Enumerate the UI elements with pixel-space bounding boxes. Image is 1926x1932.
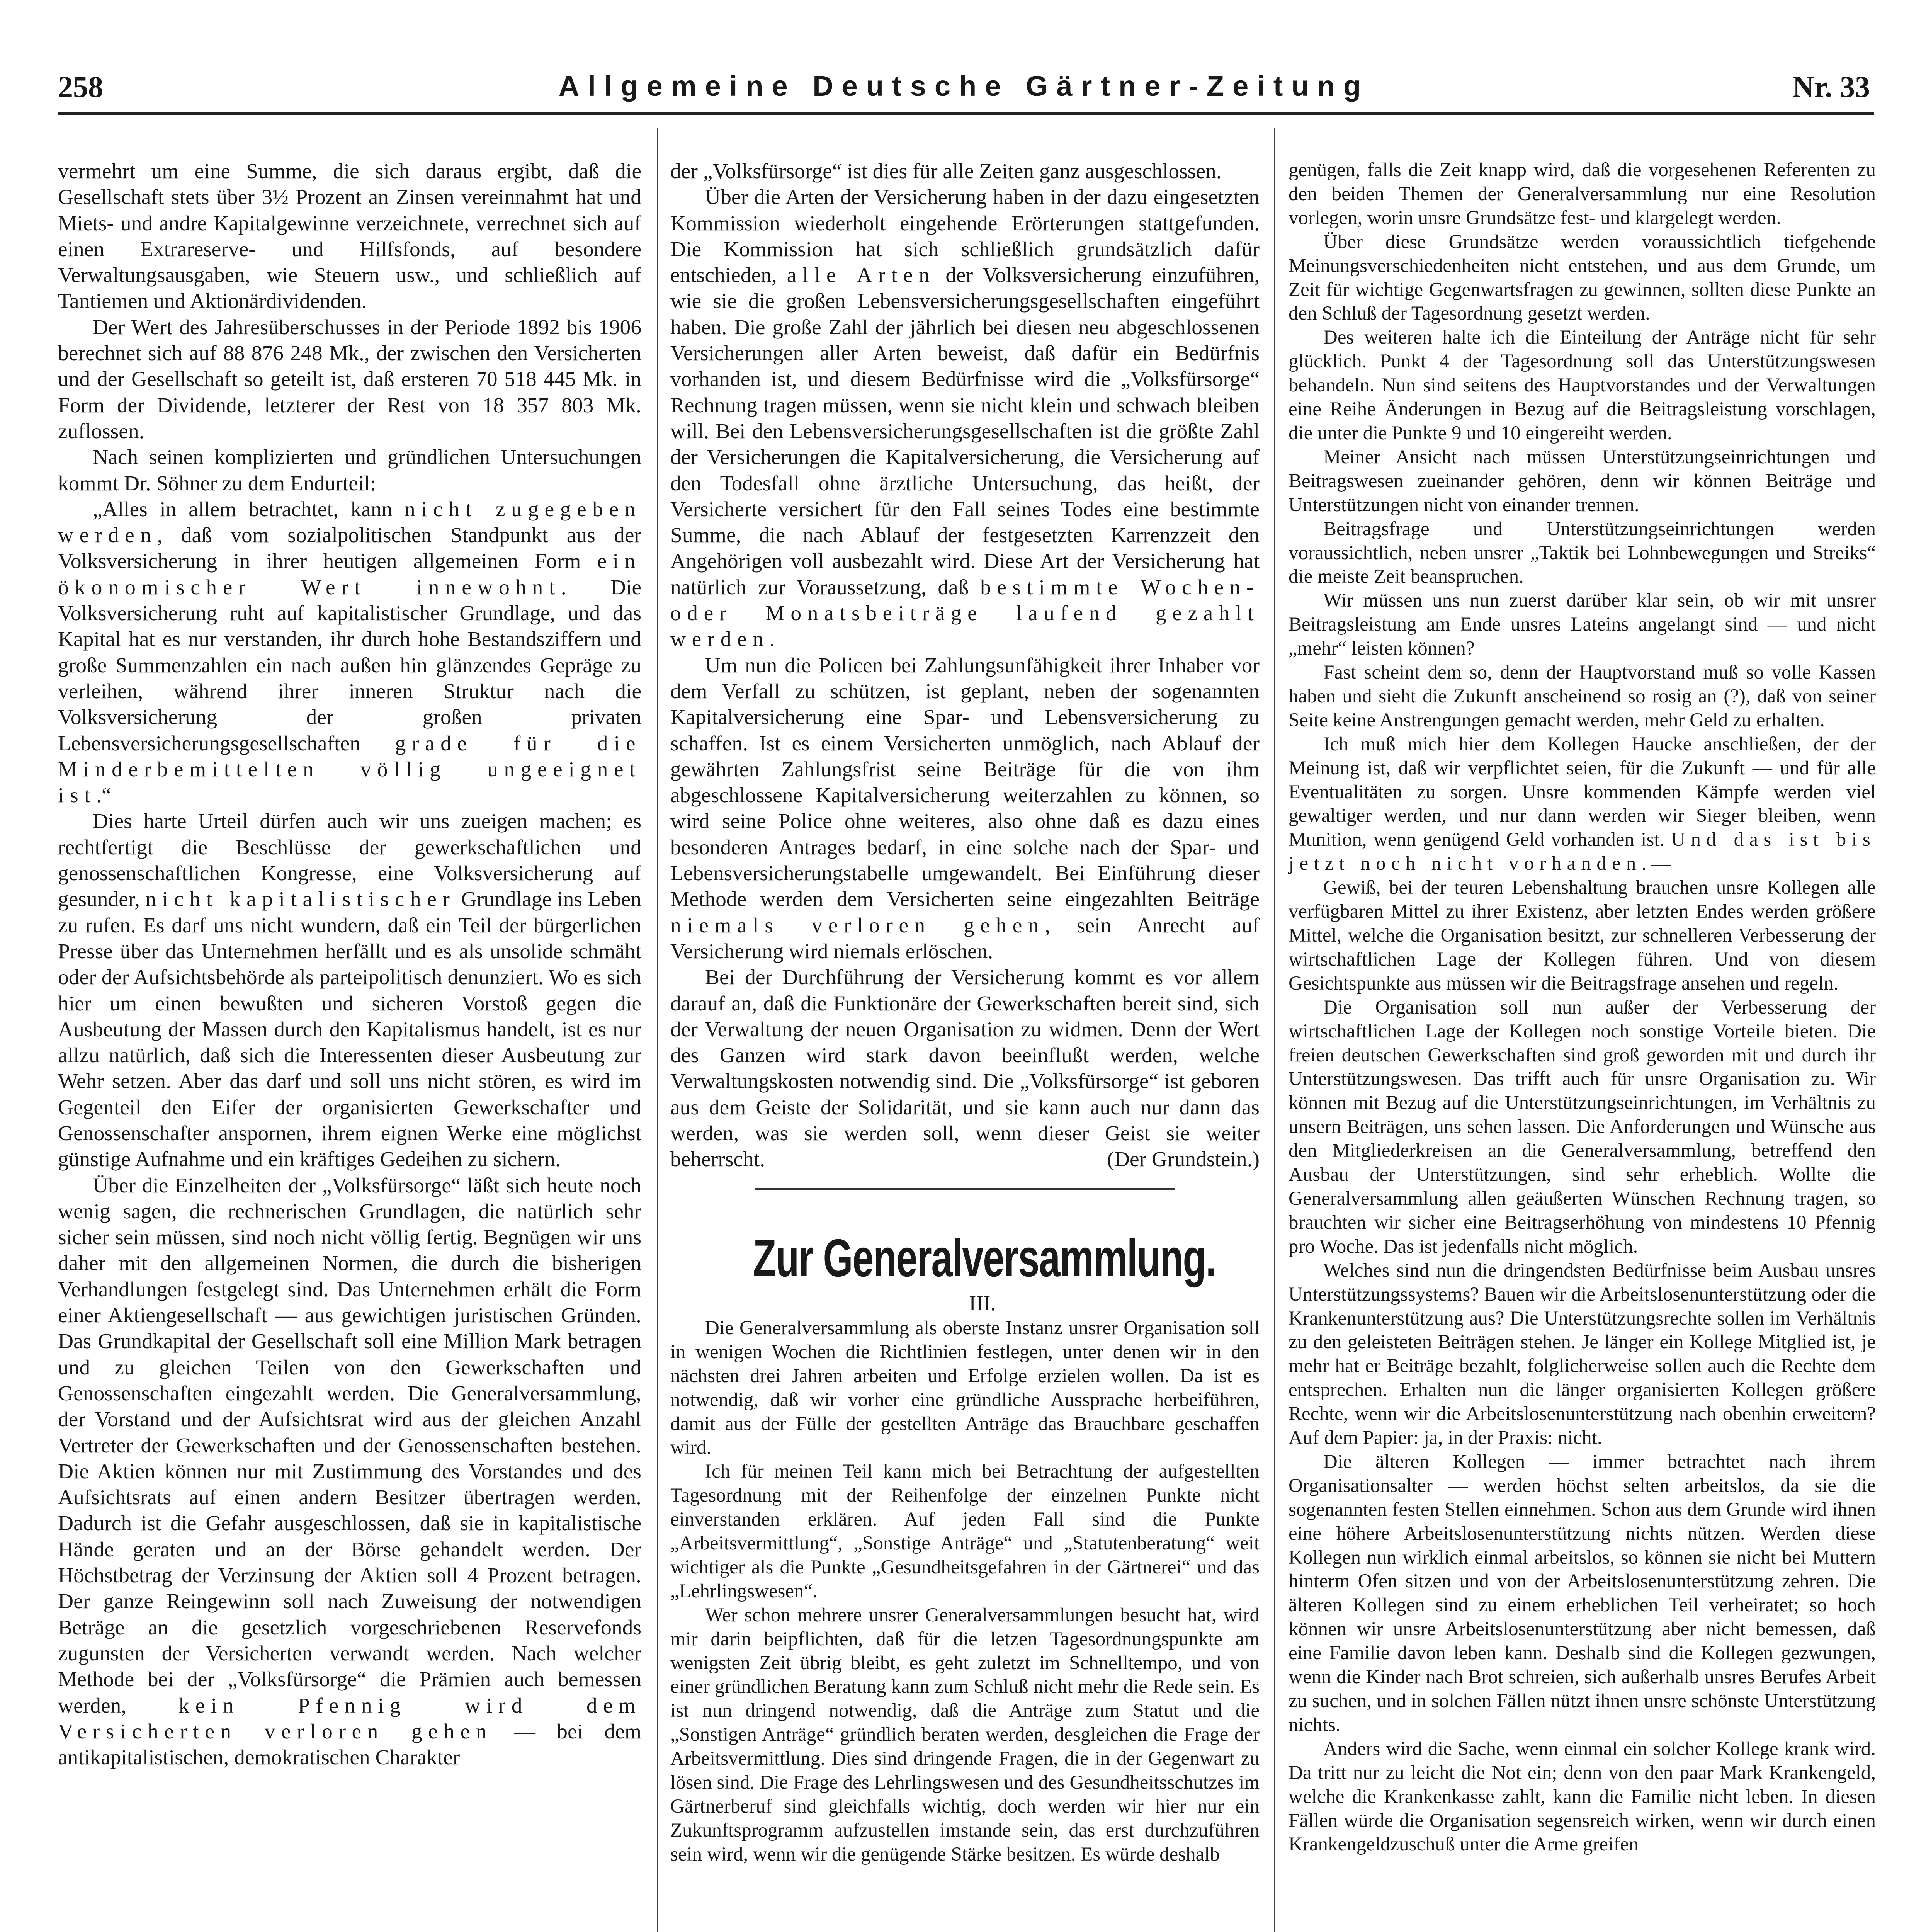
text-run: Bei der Durchführung der Versicherung kommt es vor allem darauf an, daß die Funktionäre der Gewerkschaften bereit sind, sich der Verwaltung der neuen Organisation zu widmen. Denn der Wert des Ganzen wird stark davon beeinflußt werden, welche Verwaltungskosten notwendig sind. Die „Volksfürsorge“ ist geboren aus dem Geiste der Solidarität, und sie kann auch nur dann das werden, was sie werden soll, wenn dieser Geist sie weiter beherrscht. <box>670 966 1260 1172</box>
spaced-emphasis: nicht zugegeben werden <box>58 497 642 548</box>
text-run: Ich muß mich hier dem Kollegen Haucke anschließen, der der Meinung ist, daß wir verpflichtet seien, für die Zukunft — und für alle Eventualitäten zu sorgen. Unsre kommenden Kämpfe werden viel gewaltiger werden, und nur dann werden wir Sieger bleiben, wenn Munition, wenn genügend Geld vorhanden ist. <box>1289 733 1876 851</box>
paragraph <box>670 964 1260 1172</box>
paragraph: Über diese Grundsätze werden voraussichtlich tiefgehende Meinungsverschiedenheiten nicht entstehen, und aus dem Grunde, um Zeit für wichtige Gegenwartsfragen zu gewinnen, sollten diese Punkte an den Schluß der Tagesordnung gesetzt werden. <box>1289 231 1876 325</box>
paragraph: Gewiß, bei der teuren Lebenshaltung brauchen unsre Kollegen alle verfügbaren Mittel zu ihrer Existenz, aber letzten Endes werden größere Mittel, welche die Organisation besitzt, zur schnelleren Verbesserung der wirtschaftlichen Lage der Kollegen führen. Und von diesem Gesichtspunkte aus müssen wir die Beitragsfrage ansehen und regeln. <box>1289 877 1876 994</box>
text-run: .“ <box>96 784 111 808</box>
paragraph: Wer schon mehrere unsrer Generalversammlungen besucht hat, wird mir darin beipflichten, daß für die letzen Tagesordnungspunkte am wenigsten Zeit übrig bleibt, es geht zuletzt im Schnelltempo, und von einer gründlichen Beratung kann zum Schluß nicht mehr die Rede sein. Es ist nun dringend notwendig, daß die Anträge zum Statut und die „Sonstigen Anträge“ gründlich beraten werden, desgleichen die Frage der Arbeitsvermittlung. Dies sind dringende Fragen, die in der Gegenwart zu lösen sind. Die Frage des Lehrlingswesen und des Gesundheitsschutzes im Gärtnerberuf sind gleichfalls wichtig, doch werden wir hier nur ein Zukunftsprogramm aufzustellen imstande sein, das erst durchzuführen sein wird, wenn wir die genügende Stärke besitzen. Es würde deshalb <box>670 1604 1260 1865</box>
paragraph: Welches sind nun die dringendsten Bedürfnisse beim Ausbau unsres Unterstützungssystems? Bauen wir die Arbeitslosenunterstützung oder die Krankenunterstützung aus? Die Unterstützungsrechte sollen im Verhältnis zu den geleisteten Beiträgen stehen. Je länger ein Kollege Mitglied ist, je mehr hat er Beiträge bezahlt, folglicherweise sollen auch die Rechte dem entsprechen. Erhalten nun die länger organisierten Kollegen größere Rechte, wenn wir die Arbeitslosenunterstützung nach obenhin erweitern? Auf dem Papier: ja, in der Praxis: nicht. <box>1289 1259 1876 1449</box>
spaced-emphasis: grade für die Minderbemittelten völlig ungeeignet ist <box>58 731 641 808</box>
source-attribution: (Der Grundstein.) <box>1107 1148 1260 1172</box>
paragraph: Des weiteren halte ich die Einteilung der Anträge nicht für sehr glücklich. Punkt 4 der Tagesordnung soll das Unterstützungswesen behandeln. Nun sind seitens des Hauptvorstandes und der Verwaltungen eine Reihe Änderungen in Bezug auf die Beitragsleistung vorschlagen, die unter die Punkte 9 und 10 eingereiht werden. <box>1289 327 1876 444</box>
header-rule <box>58 112 1874 115</box>
text-run: Über die Einzelheiten der „Volksfürsorge“ läßt sich heute noch wenig sagen, die rechnerischen Grundlagen, die natürlich sehr sicher sein müssen, sind noch nicht völlig fertig. Begnügen wir uns daher mit den allgemeinen Normen, die durch die bisherigen Verhandlungen festgelegt sind. Das Unternehmen erhält die Form einer Aktiengesellschaft — aus gewichtigen juristischen Gründen. Das Grundkapital der Gesellschaft soll eine Million Mark betragen und zu gleichen Teilen von den Gewerkschaften und Genossenschaften eingezahlt werden. Die Generalversammlung, der Vorstand und der Aufsichtsrat wird aus der gleichen Anzahl Vertreter der Gewerkschaften und der Genossenschaften bestehen. Die Aktien können nur mit Zustimmung des Vorstandes und des Aufsichtsrats auf einen andern Besitzer übertragen werden. Dadurch ist die Gefahr ausgeschlossen, daß sie in kapitalistische Hände geraten und an der Börse gehandelt werden. Der Höchstbetrag der Verzinsung der Aktien soll 4 Prozent betragen. Der ganze Reingewinn soll nach Zuweisung der notwendigen Beträge an die gesetzlich vorgeschriebenen Reservefonds zugunsten der Versicherten verwandt werden. Nach welcher Methode bei der „Volksfürsorge“ die Prämien auch bemessen werden, <box>58 1173 641 1718</box>
paragraph <box>58 808 641 1172</box>
paragraph: Ich für meinen Teil kann mich bei Betrachtung der aufgestellten Tagesordnung mit der Reihenfolge der einzelnen Punkte nicht einverstanden erklären. Auf jeden Fall sind die Punkte „Arbeitsvermittlung“, „Sonstige Anträge“ und „Statutenberatung“ weit wichtiger als die Punkte „Gesundheitsgefahren in der Gärtnerei“ und das „Lehrlingswesen“. <box>670 1461 1260 1602</box>
paragraph: der „Volksfürsorge“ ist dies für alle Zeiten ganz ausgeschlossen. <box>670 160 1222 183</box>
paragraph: genügen, falls die Zeit knapp wird, daß die vorgesehenen Referenten zu den beiden Themen der Generalversammlung nur eine Resolution vorlegen, worin unsre Grundsätze fest- und klargelegt werden. <box>1289 159 1876 229</box>
text-run: — bei dem antikapitalistischen, demokratischen Charakter <box>58 1719 641 1770</box>
paragraph: Die älteren Kollegen — immer betrachtet nach ihrem Organisationsalter — werden höchst selten arbeitslos, da sie die sogenannten festen Stellen einnehmen. Schon aus dem Grunde wird ihnen eine höhere Arbeitslosenunterstützung nichts nützen. Werden diese Kollegen nun wirklich einmal arbeitslos, so können sie nicht bei Muttern hinterm Ofen sitzen und von der Arbeitslosenunterstützung zehren. Die älteren Kollegen sind zu einem erheblichen Teil verheiratet; so hoch können wir unsre Arbeitslosenunterstützung aber nicht bemessen, daß eine Familie davon leben kann. Deshalb sind die Kollegen gezwungen, wenn die Kinder nach Brot schreien, sich außerhalb unsres Berufes Arbeit zu suchen, und in solchen Fällen nützt ihnen unsre schönste Unterstützung nichts. <box>1289 1451 1876 1736</box>
text-run: Grundlage ins Leben zu rufen. Es darf uns nicht wundern, daß ein Teil der bürgerlichen Presse über das Unternehmen herfällt und es als unsolide schmäht oder der Aufsichtsbehörde als parteipolitisch denunziert. Wo es sich hier um einen bewußten und sicheren Vorstoß gegen die Ausbeutung der Massen durch den Kapitalismus handelt, ist es nur allzu natürlich, daß sich die Interessenten dieser Ausbeutung zur Wehr setzen. Aber das darf und soll uns nicht stören, es wird im Gegenteil den Eifer der organisierten Gewerkschafter und Genossenschafter anspornen, ihrem eignen Werke eine möglichst günstige Aufnahme und ein kräftiges Gedeihen zu sichern. <box>58 888 641 1172</box>
section-heading: Zur Generalversammlung. <box>753 1228 1216 1288</box>
text-run: der Volksversicherung einzuführen, wie sie die großen Lebensversicherungsgesellschaften eingeführt haben. Die große Zahl der jährlich bei diesen neu abgeschlossenen Versicherungen aller Arten beweist, daß dafür ein Bedürfnis vorhanden ist, und diesem Bedürfnisse wird die „Volksfürsorge“ Rechnung tragen müssen, wenn sie nicht klein und schwach bleiben will. Bei den Lebensversicherungsgesellschaften ist die größte Zahl der Versicherungen die Kapitalversicherung, die Versicherung auf den Todesfall ohne ärztliche Untersuchung, das heißt, der Versicherte versichert für den Fall seines Todes eine bestimmte Summe, die nach Ablauf der festgesetzten Karrenzzeit den Angehörigen voll ausbezahlt wird. Diese Art der Versicherung hat natürlich zur Voraussetzung, daß <box>670 264 1260 599</box>
section-rule <box>755 1188 1175 1190</box>
spaced-emphasis: bestimmte Wochen- oder Monatsbeiträge laufend gezahlt werden <box>670 575 1260 651</box>
paragraph: Anders wird die Sache, wenn einmal ein solcher Kollege krank wird. Da tritt nur zu leicht die Not ein; denn von den paar Mark Krankengeld, welche die Krankenkasse zahlt, kann die Familie nicht leben. In diesen Fällen würde die Organisation segensreich wirken, wenn wir durch einen Krankengeldzuschuß unter die Arme greifen <box>1289 1738 1876 1855</box>
text-run: „Alles in allem betrachtet, kann <box>93 497 405 521</box>
paragraph: Wir müssen uns nun zuerst darüber klar sein, ob wir mit unsrer Beitragsleistung am Ende unsres Lateins angelangt sind — und nicht „mehr“ leisten können? <box>1289 590 1876 660</box>
paragraph: Die Organisation soll nun außer der Verbesserung der wirtschaftlichen Lage der Kollegen noch sonstige Vorteile bieten. Die freien deutschen Gewerkschaften sind groß geworden mit und durch ihr Unterstützungswesen. Das trifft auch für unsre Organisation zu. Wir können mit Bezug auf die Unterstützungseinrichtungen, im Verhältnis zu unsern Beiträgen, uns sehen lassen. Die Anforderungen und Wünsche aus den Mitgliederkreisen an die Generalversammlung, betreffend den Ausbau der Unterstützungen, sind sehr erheblich. Wollte die Generalversammlung allen geäußerten Wünschen Rechnung tragen, so brauchten wir sicher eine Beitragserhöhung von mindestens 10 Pfennig pro Woche. Das ist jedenfalls nicht möglich. <box>1289 996 1876 1257</box>
spaced-emphasis: Und das ist bis jetzt noch nicht vorhanden <box>1289 829 1876 875</box>
issue-number: Nr. 33 <box>1792 70 1870 104</box>
spaced-emphasis: kein Pfennig wird dem Versicherten verloren gehen <box>58 1694 641 1743</box>
paragraph <box>670 653 1260 965</box>
column-middle <box>670 158 1260 1867</box>
text-run: , sein Anrecht auf Versicherung wird niemals erlöschen. <box>670 913 1260 963</box>
column-left <box>58 158 641 1770</box>
column-divider <box>1274 128 1275 1932</box>
text-run: . — <box>1641 853 1671 875</box>
page-header <box>58 70 1870 128</box>
paragraph: Fast scheint dem so, denn der Hauptvorstand muß so volle Kassen haben und sieht die Zukunft anscheinend so rosig an (?), daß von seiner Seite keine Anstrengungen gemacht werden, mehr Geld zu erhalten. <box>1289 662 1876 731</box>
paragraph: Meiner Ansicht nach müssen Unterstützungseinrichtungen und Beitragswesen zueinander gehören, denn wir können Beiträge und Unterstützungen nicht von einander trennen. <box>1289 446 1876 516</box>
paragraph: Nach seinen komplizierten und gründlichen Untersuchungen kommt Dr. Söhner zu dem Endurteil: <box>58 446 641 495</box>
column-divider <box>657 128 658 1932</box>
paragraph <box>1289 733 1876 876</box>
article-body <box>670 1316 1260 1867</box>
paragraph: Die Generalversammlung als oberste Instanz unsrer Organisation soll in wenigen Wochen die Richtlinien festlegen, unter denen wir in den nächsten drei Jahren arbeiten und Erfolge erzielen wollen. Da ist es notwendig, daß wir vorher eine gründliche Aussprache herbeiführen, damit aus der Fülle der gestellten Anträge das Brauchbare geschaffen wird. <box>670 1317 1260 1459</box>
paragraph: Beitragsfrage und Unterstützungseinrichtungen werden voraussichtlich, neben unsrer „Taktik bei Lohnbewegungen und Streiks“ die meiste Zeit beanspruchen. <box>1289 518 1876 588</box>
column-right <box>1289 158 1876 1857</box>
text-run: . <box>769 628 775 651</box>
text-run: , daß vom sozialpolitischen Standpunkt aus der Volksversicherung in ihrer heutigen allgemeinen Form <box>58 524 641 573</box>
paragraph: vermehrt um eine Summe, die sich daraus ergibt, daß die Gesellschaft stets über 3½ Prozent an Zinsen vereinnahmt hat und Miets- und andre Kapitalgewinne verzeichnete, verrechnet sich auf einen Extrareserve- und Hilfsfonds, auf besondere Verwaltungsausgaben, wie Steuern usw., und schließlich auf Tantiemen und Aktionärdividenden. <box>58 160 641 313</box>
paragraph: Der Wert des Jahresüberschusses in der Periode 1892 bis 1906 berechnet sich auf 88 876 248 Mk., der zwischen den Versicherten und der Gesellschaft so geteilt ist, daß ersteren 70 518 445 Mk. in Form der Dividende, letzterer der Rest von 18 357 803 Mk. zuflossen. <box>58 315 641 443</box>
section-number: III. <box>969 1291 996 1315</box>
paragraph <box>670 184 1260 652</box>
page-number: 258 <box>58 70 103 104</box>
quotation <box>58 497 641 809</box>
spaced-emphasis: nicht kapitalistischer <box>145 888 456 912</box>
journal-title: Allgemeine Deutsche Gärtner-Zeitung <box>558 70 1370 102</box>
spaced-emphasis: niemals verloren gehen <box>670 913 1045 937</box>
text-run: Über die Arten der Versicherung haben in der dazu eingesetzten Kommission wiederholt eingehende Erörterungen stattgefunden. Die Kommission hat sich schließlich grundsätzlich dafür entschieden, <box>670 185 1260 287</box>
text-run: Dies harte Urteil dürfen auch wir uns zueigen machen; es rechtfertigt die Beschlüsse der gewerkschaftlichen und genossenschaftlichen Kongresse, eine Volksversicherung auf gesunder, <box>58 810 641 912</box>
spaced-emphasis: alle Arten <box>787 264 936 287</box>
text-run: Um nun die Policen bei Zahlungsunfähigkeit ihrer Inhaber vor dem Verfall zu schützen, ist geplant, neben der sogenannten Kapitalversicherung eine Spar- und Lebensversicherung zu schaffen. Ist es einem Versicherten unmöglich, nach Ablauf der gewährten Zahlungsfrist seine Beiträge für die von ihm abgeschlossene Kapitalversicherung weiterzahlen zu können, so wird seine Police ohne weiteres, also ohne daß es dazu eines besonderen Antrages bedarf, in eine solche nach der Spar- und Lebensversicherungstabelle umgewandelt. Bei Einführung dieser Methode werden dem Versicherten seine eingezahlten Beiträge <box>670 653 1260 912</box>
paragraph <box>58 1173 641 1771</box>
text-run: . Die Volksversicherung ruht auf kapitalistischer Grundlage, und das Kapital hat es nur verstanden, ihr durch hohe Bestandsziffern und große Summenzahlen ein nach außen hin glänzendes Gepräge zu verleihen, während ihrer inneren Struktur nach die Volksversicherung der großen privaten Lebensversicherungsgesellschaften <box>58 575 641 755</box>
spaced-emphasis: ein ökonomischer Wert innewohnt <box>58 549 641 599</box>
